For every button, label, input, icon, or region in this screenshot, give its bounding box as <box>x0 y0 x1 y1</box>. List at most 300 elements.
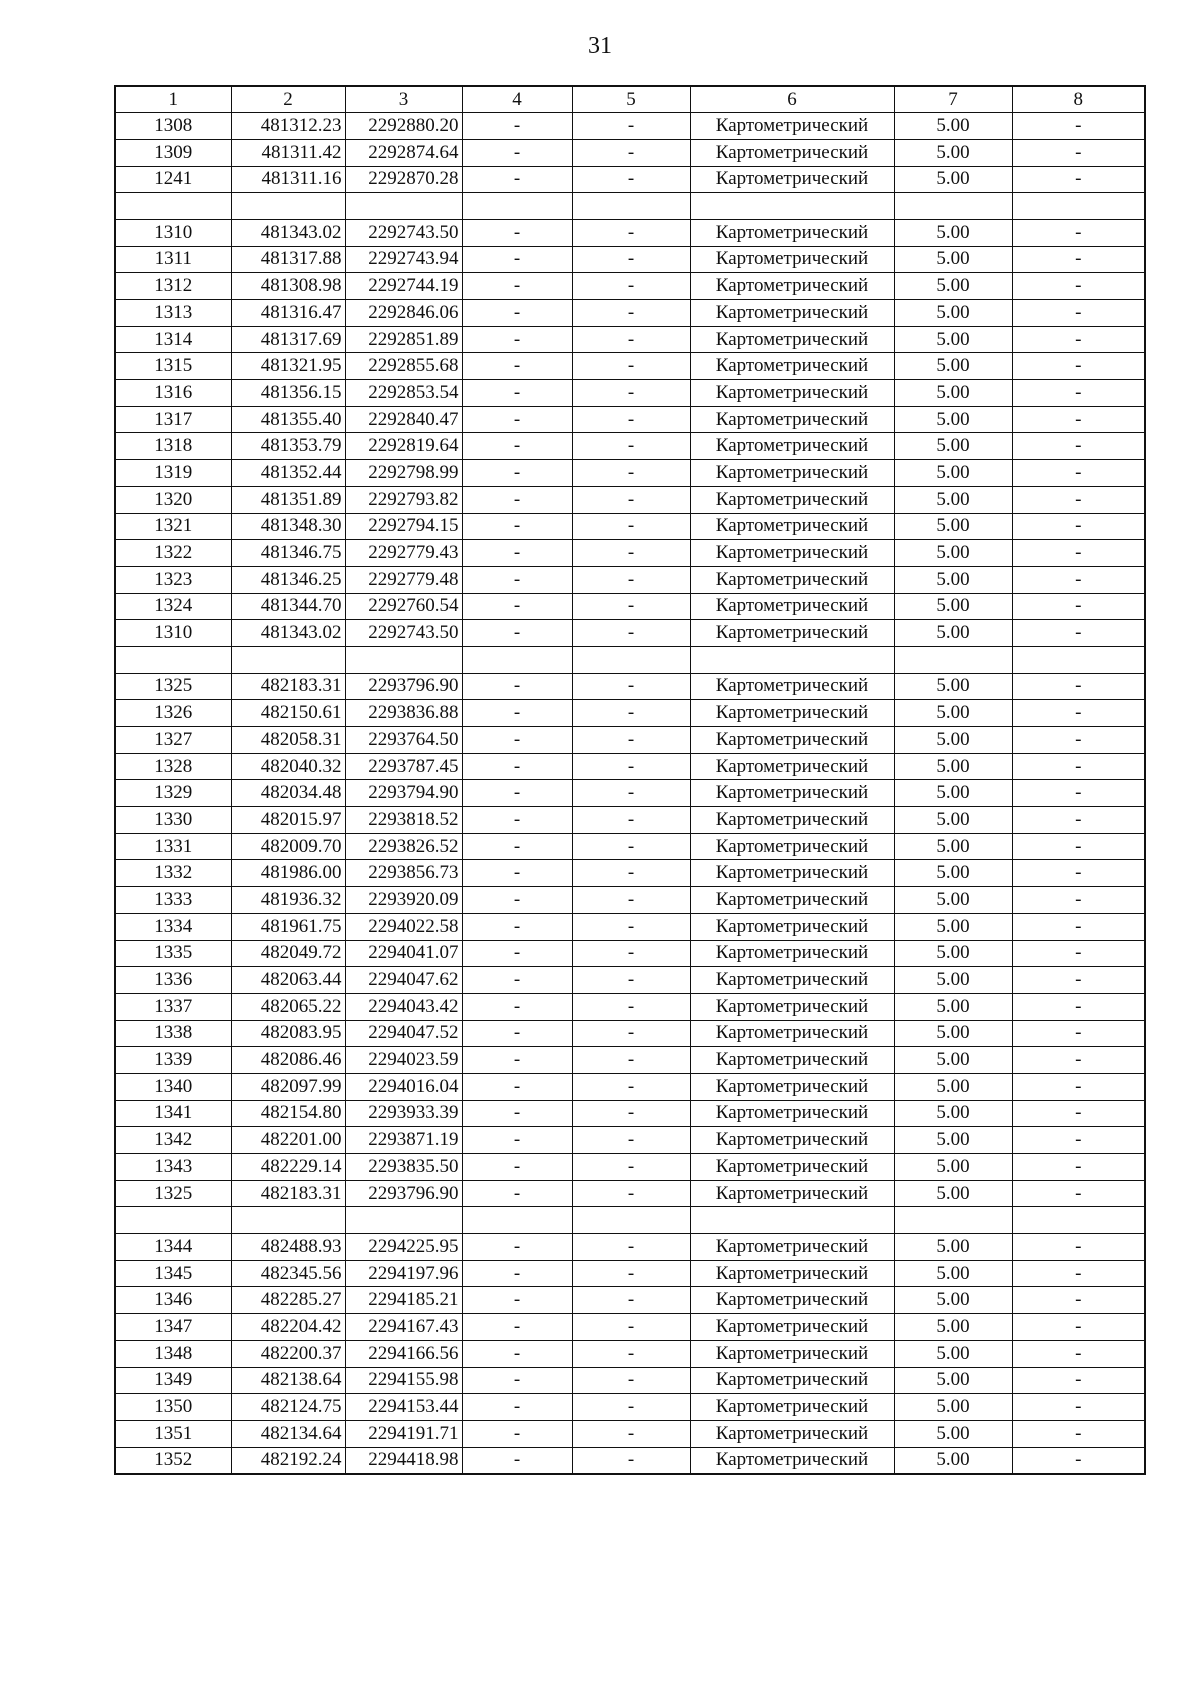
x-coordinate-cell: 481355.40 <box>231 406 345 433</box>
method-cell: Картометрический <box>690 326 894 353</box>
column-4-cell: - <box>462 1180 572 1207</box>
point-number-cell <box>115 646 231 673</box>
column-5-cell: - <box>572 380 690 407</box>
point-number-cell: 1348 <box>115 1340 231 1367</box>
column-4-cell: - <box>462 860 572 887</box>
column-8-cell: - <box>1012 1340 1145 1367</box>
method-cell: Картометрический <box>690 406 894 433</box>
point-number-cell: 1317 <box>115 406 231 433</box>
column-8-cell <box>1012 1207 1145 1234</box>
method-cell: Картометрический <box>690 166 894 193</box>
column-5-cell: - <box>572 913 690 940</box>
column-4-cell: - <box>462 1127 572 1154</box>
x-coordinate-cell: 482192.24 <box>231 1447 345 1474</box>
column-5-cell: - <box>572 593 690 620</box>
table-row <box>115 1367 1145 1394</box>
method-cell: Картометрический <box>690 1234 894 1261</box>
column-4-cell: - <box>462 219 572 246</box>
point-number-cell: 1316 <box>115 380 231 407</box>
x-coordinate-cell: 482040.32 <box>231 753 345 780</box>
column-5-cell: - <box>572 1180 690 1207</box>
table-row <box>115 139 1145 166</box>
method-cell: Картометрический <box>690 593 894 620</box>
y-coordinate-cell: 2293871.19 <box>345 1127 462 1154</box>
point-number-cell: 1320 <box>115 486 231 513</box>
y-coordinate-cell: 2292760.54 <box>345 593 462 620</box>
y-coordinate-cell: 2294185.21 <box>345 1287 462 1314</box>
accuracy-cell: 5.00 <box>894 1394 1012 1421</box>
column-8-cell: - <box>1012 380 1145 407</box>
method-cell: Картометрический <box>690 1180 894 1207</box>
method-cell: Картометрический <box>690 1100 894 1127</box>
separator-row <box>115 646 1145 673</box>
x-coordinate-cell: 482034.48 <box>231 780 345 807</box>
column-header-6: 6 <box>690 86 894 113</box>
accuracy-cell: 5.00 <box>894 1287 1012 1314</box>
point-number-cell: 1325 <box>115 673 231 700</box>
column-8-cell: - <box>1012 433 1145 460</box>
column-5-cell: - <box>572 807 690 834</box>
column-5-cell: - <box>572 833 690 860</box>
point-number-cell: 1334 <box>115 913 231 940</box>
point-number-cell: 1336 <box>115 967 231 994</box>
y-coordinate-cell: 2294047.62 <box>345 967 462 994</box>
y-coordinate-cell: 2293794.90 <box>345 780 462 807</box>
y-coordinate-cell: 2292853.54 <box>345 380 462 407</box>
method-cell <box>690 1207 894 1234</box>
x-coordinate-cell: 482200.37 <box>231 1340 345 1367</box>
column-4-cell: - <box>462 353 572 380</box>
y-coordinate-cell <box>345 193 462 220</box>
method-cell: Картометрический <box>690 1047 894 1074</box>
method-cell: Картометрический <box>690 380 894 407</box>
column-4-cell: - <box>462 993 572 1020</box>
point-number-cell: 1322 <box>115 540 231 567</box>
accuracy-cell: 5.00 <box>894 1340 1012 1367</box>
table-row <box>115 1127 1145 1154</box>
column-8-cell: - <box>1012 887 1145 914</box>
y-coordinate-cell: 2294418.98 <box>345 1447 462 1474</box>
table-row <box>115 1340 1145 1367</box>
point-number-cell: 1331 <box>115 833 231 860</box>
y-coordinate-cell: 2292743.94 <box>345 246 462 273</box>
x-coordinate-cell: 482134.64 <box>231 1420 345 1447</box>
column-4-cell: - <box>462 513 572 540</box>
method-cell: Картометрический <box>690 1447 894 1474</box>
point-number-cell: 1332 <box>115 860 231 887</box>
method-cell: Картометрический <box>690 273 894 300</box>
table-row <box>115 673 1145 700</box>
table-row <box>115 593 1145 620</box>
column-5-cell: - <box>572 620 690 647</box>
column-4-cell: - <box>462 780 572 807</box>
separator-row <box>115 193 1145 220</box>
accuracy-cell: 5.00 <box>894 1234 1012 1261</box>
x-coordinate-cell: 481346.25 <box>231 566 345 593</box>
column-header-3: 3 <box>345 86 462 113</box>
accuracy-cell: 5.00 <box>894 1073 1012 1100</box>
column-4-cell: - <box>462 727 572 754</box>
method-cell: Картометрический <box>690 1127 894 1154</box>
column-header-1: 1 <box>115 86 231 113</box>
column-4-cell: - <box>462 1447 572 1474</box>
method-cell: Картометрический <box>690 139 894 166</box>
column-5-cell: - <box>572 1447 690 1474</box>
y-coordinate-cell: 2292851.89 <box>345 326 462 353</box>
table-row <box>115 887 1145 914</box>
method-cell: Картометрический <box>690 113 894 140</box>
accuracy-cell: 5.00 <box>894 139 1012 166</box>
column-8-cell: - <box>1012 727 1145 754</box>
accuracy-cell: 5.00 <box>894 993 1012 1020</box>
table-row <box>115 1447 1145 1474</box>
column-4-cell: - <box>462 326 572 353</box>
column-8-cell: - <box>1012 1127 1145 1154</box>
header-row <box>115 86 1145 113</box>
method-cell: Картометрический <box>690 753 894 780</box>
table-row <box>115 1047 1145 1074</box>
accuracy-cell: 5.00 <box>894 566 1012 593</box>
point-number-cell: 1327 <box>115 727 231 754</box>
column-5-cell: - <box>572 887 690 914</box>
x-coordinate-cell: 482138.64 <box>231 1367 345 1394</box>
method-cell: Картометрический <box>690 727 894 754</box>
y-coordinate-cell: 2293920.09 <box>345 887 462 914</box>
x-coordinate-cell: 481346.75 <box>231 540 345 567</box>
column-8-cell <box>1012 193 1145 220</box>
point-number-cell: 1343 <box>115 1154 231 1181</box>
column-5-cell: - <box>572 1420 690 1447</box>
accuracy-cell: 5.00 <box>894 1100 1012 1127</box>
column-4-cell: - <box>462 593 572 620</box>
column-4-cell: - <box>462 540 572 567</box>
column-8-cell: - <box>1012 353 1145 380</box>
x-coordinate-cell: 482124.75 <box>231 1394 345 1421</box>
column-4-cell <box>462 646 572 673</box>
column-5-cell: - <box>572 166 690 193</box>
x-coordinate-cell: 481343.02 <box>231 219 345 246</box>
table-row <box>115 326 1145 353</box>
x-coordinate-cell: 482183.31 <box>231 1180 345 1207</box>
point-number-cell: 1350 <box>115 1394 231 1421</box>
accuracy-cell: 5.00 <box>894 887 1012 914</box>
table-header <box>115 86 1145 113</box>
y-coordinate-cell: 2293835.50 <box>345 1154 462 1181</box>
y-coordinate-cell: 2293796.90 <box>345 673 462 700</box>
table-row <box>115 300 1145 327</box>
column-4-cell: - <box>462 1234 572 1261</box>
column-5-cell: - <box>572 1314 690 1341</box>
column-8-cell: - <box>1012 246 1145 273</box>
method-cell: Картометрический <box>690 887 894 914</box>
method-cell: Картометрический <box>690 486 894 513</box>
y-coordinate-cell <box>345 646 462 673</box>
table-row <box>115 460 1145 487</box>
method-cell: Картометрический <box>690 300 894 327</box>
accuracy-cell: 5.00 <box>894 1180 1012 1207</box>
column-5-cell: - <box>572 1260 690 1287</box>
column-4-cell: - <box>462 1020 572 1047</box>
column-8-cell: - <box>1012 219 1145 246</box>
point-number-cell: 1314 <box>115 326 231 353</box>
table-row <box>115 700 1145 727</box>
column-8-cell: - <box>1012 780 1145 807</box>
point-number-cell: 1330 <box>115 807 231 834</box>
column-8-cell: - <box>1012 860 1145 887</box>
column-5-cell: - <box>572 940 690 967</box>
accuracy-cell: 5.00 <box>894 727 1012 754</box>
column-8-cell <box>1012 646 1145 673</box>
method-cell: Картометрический <box>690 1314 894 1341</box>
point-number-cell: 1347 <box>115 1314 231 1341</box>
accuracy-cell: 5.00 <box>894 1260 1012 1287</box>
point-number-cell: 1341 <box>115 1100 231 1127</box>
point-number-cell: 1345 <box>115 1260 231 1287</box>
table-row <box>115 380 1145 407</box>
column-5-cell: - <box>572 1394 690 1421</box>
column-8-cell: - <box>1012 673 1145 700</box>
column-5-cell: - <box>572 753 690 780</box>
column-4-cell: - <box>462 486 572 513</box>
column-8-cell: - <box>1012 913 1145 940</box>
y-coordinate-cell: 2292779.48 <box>345 566 462 593</box>
column-8-cell: - <box>1012 1367 1145 1394</box>
column-8-cell: - <box>1012 139 1145 166</box>
column-8-cell: - <box>1012 406 1145 433</box>
table-row <box>115 860 1145 887</box>
column-8-cell: - <box>1012 166 1145 193</box>
accuracy-cell: 5.00 <box>894 1047 1012 1074</box>
accuracy-cell: 5.00 <box>894 433 1012 460</box>
point-number-cell: 1310 <box>115 219 231 246</box>
accuracy-cell: 5.00 <box>894 486 1012 513</box>
method-cell: Картометрический <box>690 513 894 540</box>
x-coordinate-cell: 482009.70 <box>231 833 345 860</box>
method-cell: Картометрический <box>690 1394 894 1421</box>
accuracy-cell: 5.00 <box>894 807 1012 834</box>
column-header-2: 2 <box>231 86 345 113</box>
column-4-cell: - <box>462 807 572 834</box>
column-8-cell: - <box>1012 1073 1145 1100</box>
point-number-cell: 1338 <box>115 1020 231 1047</box>
accuracy-cell: 5.00 <box>894 833 1012 860</box>
method-cell: Картометрический <box>690 940 894 967</box>
column-4-cell: - <box>462 700 572 727</box>
point-number-cell <box>115 1207 231 1234</box>
y-coordinate-cell: 2294225.95 <box>345 1234 462 1261</box>
column-4-cell: - <box>462 1100 572 1127</box>
table-row <box>115 940 1145 967</box>
method-cell: Картометрический <box>690 1154 894 1181</box>
x-coordinate-cell: 481308.98 <box>231 273 345 300</box>
accuracy-cell: 5.00 <box>894 913 1012 940</box>
column-8-cell: - <box>1012 486 1145 513</box>
column-4-cell: - <box>462 566 572 593</box>
column-5-cell: - <box>572 246 690 273</box>
x-coordinate-cell: 482086.46 <box>231 1047 345 1074</box>
x-coordinate-cell: 481343.02 <box>231 620 345 647</box>
column-8-cell: - <box>1012 967 1145 994</box>
method-cell: Картометрический <box>690 246 894 273</box>
x-coordinate-cell: 481317.69 <box>231 326 345 353</box>
x-coordinate-cell <box>231 646 345 673</box>
point-number-cell: 1311 <box>115 246 231 273</box>
column-5-cell: - <box>572 700 690 727</box>
column-4-cell: - <box>462 1394 572 1421</box>
accuracy-cell: 5.00 <box>894 540 1012 567</box>
y-coordinate-cell: 2294167.43 <box>345 1314 462 1341</box>
column-8-cell: - <box>1012 566 1145 593</box>
table-row <box>115 353 1145 380</box>
x-coordinate-cell: 481348.30 <box>231 513 345 540</box>
column-5-cell: - <box>572 433 690 460</box>
column-8-cell: - <box>1012 540 1145 567</box>
x-coordinate-cell: 482345.56 <box>231 1260 345 1287</box>
column-8-cell: - <box>1012 753 1145 780</box>
column-4-cell: - <box>462 273 572 300</box>
column-header-7: 7 <box>894 86 1012 113</box>
method-cell: Картометрический <box>690 967 894 994</box>
x-coordinate-cell: 482049.72 <box>231 940 345 967</box>
column-4-cell: - <box>462 433 572 460</box>
column-5-cell: - <box>572 326 690 353</box>
x-coordinate-cell: 481344.70 <box>231 593 345 620</box>
table-row <box>115 273 1145 300</box>
y-coordinate-cell <box>345 1207 462 1234</box>
y-coordinate-cell: 2293933.39 <box>345 1100 462 1127</box>
accuracy-cell: 5.00 <box>894 860 1012 887</box>
x-coordinate-cell: 482058.31 <box>231 727 345 754</box>
column-5-cell <box>572 1207 690 1234</box>
method-cell: Картометрический <box>690 540 894 567</box>
y-coordinate-cell: 2293856.73 <box>345 860 462 887</box>
x-coordinate-cell: 482154.80 <box>231 1100 345 1127</box>
column-4-cell: - <box>462 620 572 647</box>
method-cell: Картометрический <box>690 1020 894 1047</box>
y-coordinate-cell: 2292880.20 <box>345 113 462 140</box>
column-8-cell: - <box>1012 513 1145 540</box>
column-8-cell: - <box>1012 1100 1145 1127</box>
point-number-cell: 1351 <box>115 1420 231 1447</box>
table-row <box>115 993 1145 1020</box>
y-coordinate-cell: 2294153.44 <box>345 1394 462 1421</box>
column-5-cell: - <box>572 1367 690 1394</box>
point-number-cell: 1329 <box>115 780 231 807</box>
column-4-cell <box>462 1207 572 1234</box>
x-coordinate-cell: 482063.44 <box>231 967 345 994</box>
column-8-cell: - <box>1012 993 1145 1020</box>
y-coordinate-cell: 2294166.56 <box>345 1340 462 1367</box>
method-cell: Картометрический <box>690 460 894 487</box>
accuracy-cell: 5.00 <box>894 353 1012 380</box>
table-row <box>115 1073 1145 1100</box>
y-coordinate-cell: 2294016.04 <box>345 1073 462 1100</box>
coordinates-table <box>114 85 1146 1475</box>
column-8-cell: - <box>1012 460 1145 487</box>
y-coordinate-cell: 2293818.52 <box>345 807 462 834</box>
accuracy-cell: 5.00 <box>894 1367 1012 1394</box>
column-8-cell: - <box>1012 1394 1145 1421</box>
y-coordinate-cell: 2292846.06 <box>345 300 462 327</box>
y-coordinate-cell: 2292794.15 <box>345 513 462 540</box>
x-coordinate-cell: 481311.16 <box>231 166 345 193</box>
column-5-cell: - <box>572 1100 690 1127</box>
column-5-cell: - <box>572 1127 690 1154</box>
column-5-cell: - <box>572 1287 690 1314</box>
y-coordinate-cell: 2294043.42 <box>345 993 462 1020</box>
column-5-cell: - <box>572 967 690 994</box>
x-coordinate-cell: 482285.27 <box>231 1287 345 1314</box>
column-4-cell: - <box>462 1367 572 1394</box>
x-coordinate-cell <box>231 193 345 220</box>
point-number-cell: 1340 <box>115 1073 231 1100</box>
column-4-cell: - <box>462 887 572 914</box>
point-number-cell: 1328 <box>115 753 231 780</box>
column-8-cell: - <box>1012 1154 1145 1181</box>
column-8-cell: - <box>1012 833 1145 860</box>
column-4-cell: - <box>462 1073 572 1100</box>
column-5-cell: - <box>572 460 690 487</box>
table-row <box>115 1314 1145 1341</box>
method-cell: Картометрический <box>690 860 894 887</box>
column-8-cell: - <box>1012 620 1145 647</box>
table-row <box>115 833 1145 860</box>
x-coordinate-cell: 481961.75 <box>231 913 345 940</box>
separator-row <box>115 1207 1145 1234</box>
page-number: 31 <box>588 33 612 59</box>
accuracy-cell: 5.00 <box>894 513 1012 540</box>
x-coordinate-cell: 481321.95 <box>231 353 345 380</box>
column-5-cell: - <box>572 139 690 166</box>
method-cell: Картометрический <box>690 1340 894 1367</box>
column-4-cell: - <box>462 139 572 166</box>
point-number-cell: 1321 <box>115 513 231 540</box>
column-5-cell <box>572 193 690 220</box>
y-coordinate-cell: 2294047.52 <box>345 1020 462 1047</box>
y-coordinate-cell: 2292793.82 <box>345 486 462 513</box>
column-5-cell: - <box>572 1047 690 1074</box>
table-row <box>115 566 1145 593</box>
column-5-cell: - <box>572 993 690 1020</box>
point-number-cell: 1323 <box>115 566 231 593</box>
x-coordinate-cell <box>231 1207 345 1234</box>
point-number-cell: 1325 <box>115 1180 231 1207</box>
y-coordinate-cell: 2292779.43 <box>345 540 462 567</box>
x-coordinate-cell: 482183.31 <box>231 673 345 700</box>
point-number-cell: 1315 <box>115 353 231 380</box>
x-coordinate-cell: 482015.97 <box>231 807 345 834</box>
y-coordinate-cell: 2292743.50 <box>345 219 462 246</box>
table-row <box>115 727 1145 754</box>
method-cell: Картометрический <box>690 566 894 593</box>
point-number-cell: 1319 <box>115 460 231 487</box>
method-cell <box>690 193 894 220</box>
column-5-cell: - <box>572 860 690 887</box>
accuracy-cell: 5.00 <box>894 780 1012 807</box>
column-8-cell: - <box>1012 113 1145 140</box>
accuracy-cell <box>894 1207 1012 1234</box>
y-coordinate-cell: 2294197.96 <box>345 1260 462 1287</box>
column-8-cell: - <box>1012 940 1145 967</box>
y-coordinate-cell: 2292870.28 <box>345 166 462 193</box>
table-row <box>115 433 1145 460</box>
x-coordinate-cell: 482229.14 <box>231 1154 345 1181</box>
table-row <box>115 780 1145 807</box>
accuracy-cell: 5.00 <box>894 1314 1012 1341</box>
column-8-cell: - <box>1012 1420 1145 1447</box>
table-row <box>115 753 1145 780</box>
column-5-cell: - <box>572 113 690 140</box>
